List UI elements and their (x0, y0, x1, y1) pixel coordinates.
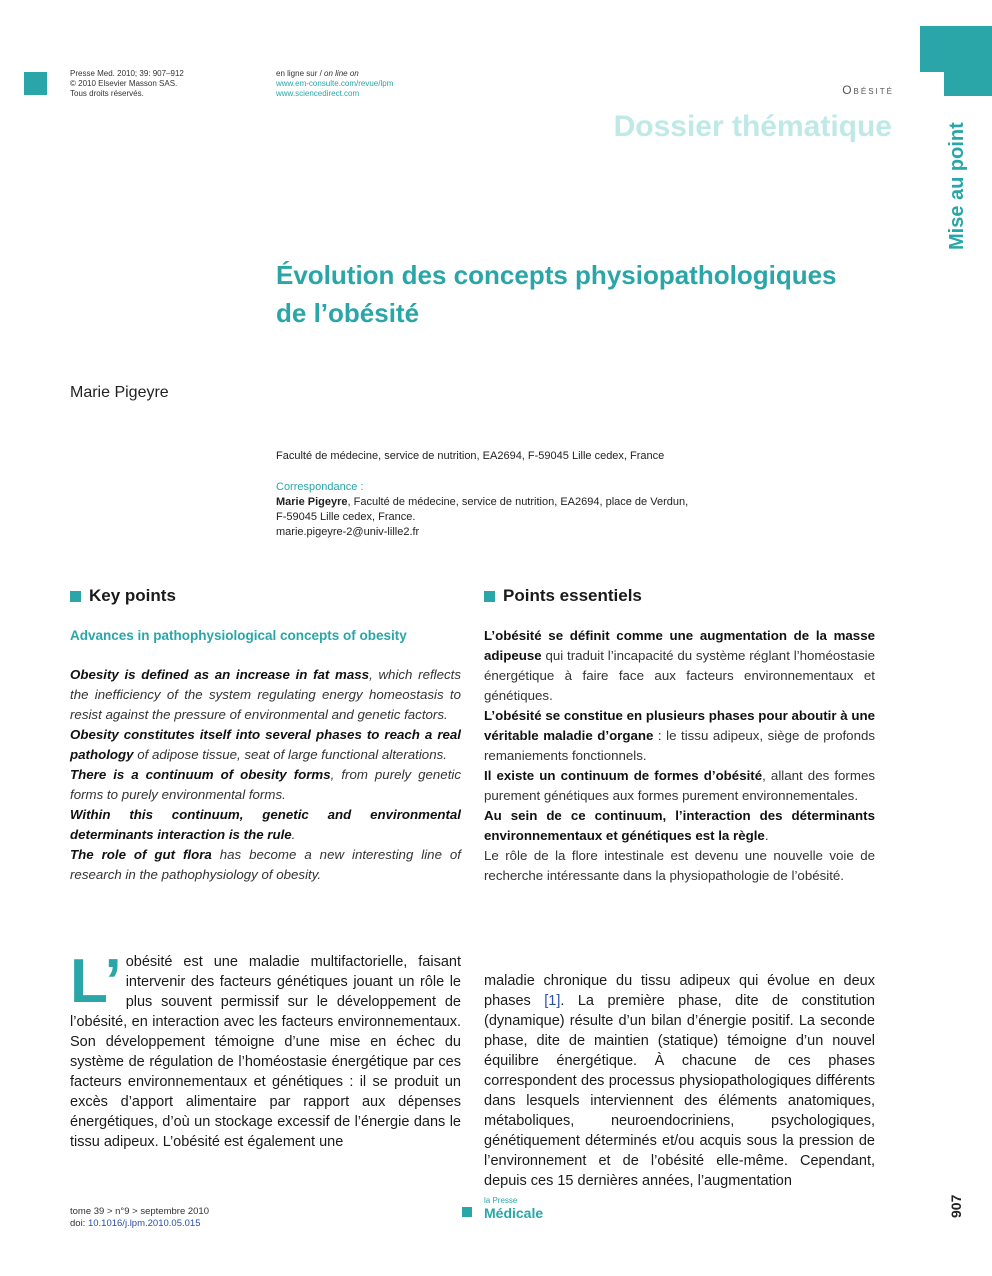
online-meta (276, 69, 393, 99)
key-point-4-rest: . (291, 827, 296, 842)
logo-top-text: la Presse (484, 1196, 518, 1205)
journal-copyright: © 2010 Elsevier Masson SAS. (70, 79, 178, 88)
corner-square-decoration (24, 72, 47, 95)
article-title (276, 256, 896, 332)
affiliation: Faculté de médecine, service de nutrition, EA2694, F-59045 Lille cedex, France (276, 450, 665, 462)
point-essentiel-3-rest: , allant des formes purement génétiques aux formes purement environnementales. (484, 768, 875, 803)
points-essentiels-list (484, 626, 875, 886)
body-column-right (484, 971, 875, 1191)
page-number: 907 (948, 1194, 964, 1218)
key-points-list (70, 665, 461, 885)
author-name: Marie Pigeyre (70, 384, 169, 401)
corner-notch-decoration (920, 72, 944, 96)
corr-address-1: , Faculté de médecine, service de nutrition, EA2694, place de Verdun, (347, 496, 689, 508)
point-essentiel-2-bold: L’obésité se constitue en plusieurs phases pour aboutir à une véritable maladie d’organe (484, 708, 875, 743)
key-point-3-rest: , from purely genetic forms to purely environmental forms. (70, 767, 461, 802)
corr-name: Marie Pigeyre (276, 496, 348, 508)
point-essentiel-4-bold: Au sein de ce continuum, l’interaction des déterminants environnementaux et génétiques est la règle (484, 808, 875, 843)
point-essentiel-1-rest: qui traduit l’incapacité du système réglant l’homéostasie énergétique à faire face aux facteurs environnementaux et génétiques. (484, 648, 875, 703)
point-essentiel-5: Le rôle de la flore intestinale est devenu une nouvelle voie de recherche intéressante dans la physiopathologie de l’obésité. (484, 848, 875, 883)
vertical-section-label: Mise au point (946, 122, 968, 250)
journal-logo (462, 1196, 543, 1220)
point-essentiel-1-bold: L’obésité se définit comme une augmentation de la masse adipeuse (484, 628, 875, 663)
journal-meta (70, 69, 184, 99)
key-point-2-bold: Obesity constitutes itself into several phases to reach a real pathology (70, 727, 461, 762)
sciencedirect-link[interactable]: www.sciencedirect.com (276, 89, 360, 98)
key-point-5-bold: The role of gut flora (70, 847, 212, 862)
key-point-1-bold: Obesity is defined as an increase in fat mass (70, 667, 370, 682)
points-essentiels-heading-text: Points essentiels (503, 586, 642, 605)
title-line-2: de l’obésité (276, 298, 420, 328)
key-point-5-rest: has become a new interesting line of research in the pathophysiology of obesity. (70, 847, 461, 882)
point-essentiel-1 (484, 626, 875, 706)
journal-rights: Tous droits réservés. (70, 89, 144, 98)
key-point-5 (70, 845, 461, 885)
key-point-2 (70, 725, 461, 765)
body-left-text: obésité est une maladie multifactorielle, faisant intervenir des facteurs génétiques jouant un rôle le plus souvent permissif sur le développement de l’obésité, en interaction avec les facteurs environnementaux. Son développement témoigne d’une mise en échec du système de régulation de l’homéostasie énergétique par ces facteurs environnementaux et génétiques : il se produit un excès d’apport alimentaire par rapport aux dépenses énergétiques, d’où un stockage excessif de l’énergie dans le tissu adipeux. L’obésité est également une (70, 954, 461, 1150)
em-consulte-link[interactable]: www.em-consulte.com/revue/lpm (276, 79, 394, 88)
issue-info: tome 39 > n°9 > septembre 2010 (70, 1206, 210, 1217)
key-points-subtitle: Advances in pathophysiological concepts of obesity (70, 628, 407, 643)
key-point-2-rest: of adipose tissue, seat of large functional alterations. (133, 747, 447, 762)
drop-cap: L’ (70, 947, 122, 1016)
body-right-text-a: maladie chronique du tissu adipeux qui évolue en deux phases (484, 973, 875, 1009)
point-essentiel-4-rest: . (764, 828, 769, 843)
key-point-1 (70, 665, 461, 725)
key-points-heading (70, 586, 176, 606)
dossier-heading: Dossier thématique (613, 110, 892, 143)
body-column-left (70, 947, 461, 1152)
reference-link-1[interactable]: [1] (544, 993, 561, 1009)
points-essentiels-heading (484, 586, 642, 606)
point-essentiel-2-rest: : le tissu adipeux, siège de profonds remaniements fonctionnels. (484, 728, 876, 763)
doi-link[interactable]: 10.1016/j.lpm.2010.05.015 (87, 1218, 201, 1229)
online-label-en: on line on (324, 69, 359, 78)
corr-address-2: F-59045 Lille cedex, France. (276, 511, 416, 523)
point-essentiel-3-bold: Il existe un continuum de formes d’obésité (484, 768, 763, 783)
online-label-fr: en ligne sur / (276, 69, 325, 78)
correspondence-title: Correspondance : (276, 481, 364, 493)
key-point-4-bold: Within this continuum, genetic and environmental determinants interaction is the rule (70, 807, 461, 842)
key-point-3 (70, 765, 461, 805)
key-point-3-bold: There is a continuum of obesity forms (70, 767, 331, 782)
body-right-text-b: . La première phase, dite de constitution (dynamique) résulte d’un bilan d’énergie positif. La seconde phase, dite de maintien (statique) témoigne d’un nouvel équilibre énergétique. À chacune de ces phases correspondent des processus physiopathologiques différents dans lesquels interviennent des éléments anatomiques, métaboliques, neuroendocriniens, psychologiques, génétiquement déterminés et/ou acquis sous la pression de l’environnement et de l’obésité elle-même. Cependant, depuis ces 15 dernières années, l’augmentation (484, 993, 875, 1189)
key-point-1-rest: , which reflects the inefficiency of the system regulating energy homeostasis to resist against the pressure of environmental and genetic factors. (70, 667, 462, 722)
correspondence-block (276, 480, 688, 540)
title-line-1: Évolution des concepts physiopathologiques (276, 260, 837, 290)
corr-email[interactable]: marie.pigeyre-2@univ-lille2.fr (276, 526, 420, 538)
key-points-heading-text: Key points (89, 586, 176, 605)
doi-label: doi: (70, 1218, 88, 1229)
point-essentiel-2 (484, 706, 875, 766)
journal-citation: Presse Med. 2010; 39: 907–912 (70, 69, 184, 78)
heading-square-icon (70, 591, 81, 602)
logo-main-text: Médicale (484, 1205, 544, 1221)
point-essentiel-4 (484, 806, 875, 846)
key-point-4 (70, 805, 461, 845)
footer-issue (70, 1206, 209, 1230)
point-essentiel-3 (484, 766, 875, 806)
heading-square-icon (484, 591, 495, 602)
section-tag: Obésité (842, 83, 894, 97)
logo-square-icon (462, 1207, 472, 1217)
